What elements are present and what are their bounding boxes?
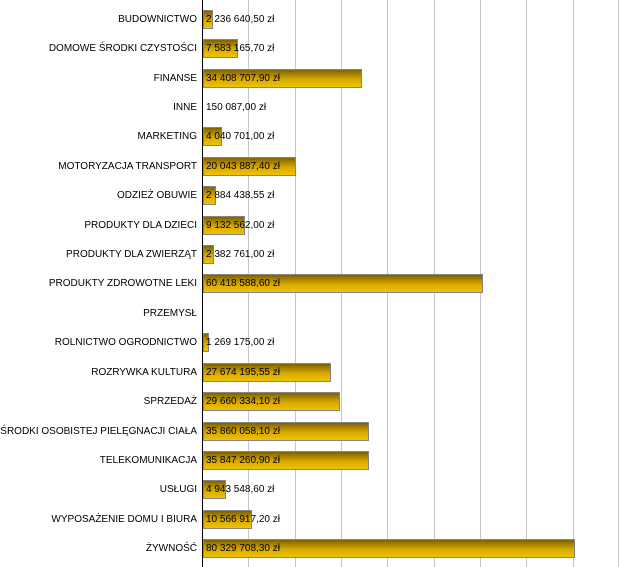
category-label: ODZIEŻ OBUWIE [117,190,197,202]
category-label: PRODUKTY DLA ZWIERZĄT [66,249,197,261]
value-label: 35 860 058,10 zł [206,425,280,437]
category-label: ŻYWNOŚĆ [145,543,197,555]
category-label: BUDOWNICTWO [118,13,197,25]
value-label: 9 132 562,00 zł [206,219,275,231]
category-label: DOMOWE ŚRODKI CZYSTOŚCI [48,43,197,55]
category-label: SPRZEDAŻ [143,396,197,408]
value-label: 7 583 165,70 zł [206,43,275,55]
value-label: 34 408 707,90 zł [206,72,280,84]
value-label: 2 236 640,50 zł [206,13,275,25]
category-label: PRODUKTY ZDROWOTNE LEKI [48,278,197,290]
category-label: MARKETING [137,131,197,143]
category-label: MOTORYZACJA TRANSPORT [58,160,197,172]
value-label: 2 884 438,55 zł [206,190,275,202]
category-label: PRZEMYSŁ [143,307,197,319]
value-label: 4 943 548,60 zł [206,484,275,496]
category-label: ŚRODKI OSOBISTEJ PIELĘGNACJI CIAŁA [0,425,197,437]
category-label: INNE [173,101,197,113]
category-label: TELEKOMUNIKACJA [99,455,197,466]
category-label: WYPOSAŻENIE DOMU I BIURA [51,513,197,525]
value-label: 20 043 887,40 zł [206,160,280,172]
value-label: 1 269 175,00 zł [206,337,275,349]
value-label: 80 329 708,30 zł [206,543,280,555]
value-label: 27 674 195,55 zł [206,366,280,378]
value-label: 60 418 588,60 zł [206,278,280,290]
gridline [573,0,574,567]
category-label: PRODUKTY DLA DZIECI [84,219,197,231]
value-label: 10 566 917,20 zł [206,513,280,525]
category-label: ROLNICTWO OGRODNICTWO [54,337,197,349]
value-label: 35 847 260,90 zł [206,455,280,466]
value-label: 4 040 701,00 zł [206,131,275,143]
value-label: 29 660 334,10 zł [206,396,280,408]
category-label: ROZRYWKA KULTURA [91,366,197,378]
value-label: 2 382 761,00 zł [206,249,275,261]
category-label: USŁUGI [159,484,197,496]
value-label: 150 087,00 zł [206,101,267,113]
gridline [526,0,527,567]
category-label: FINANSE [153,72,197,84]
